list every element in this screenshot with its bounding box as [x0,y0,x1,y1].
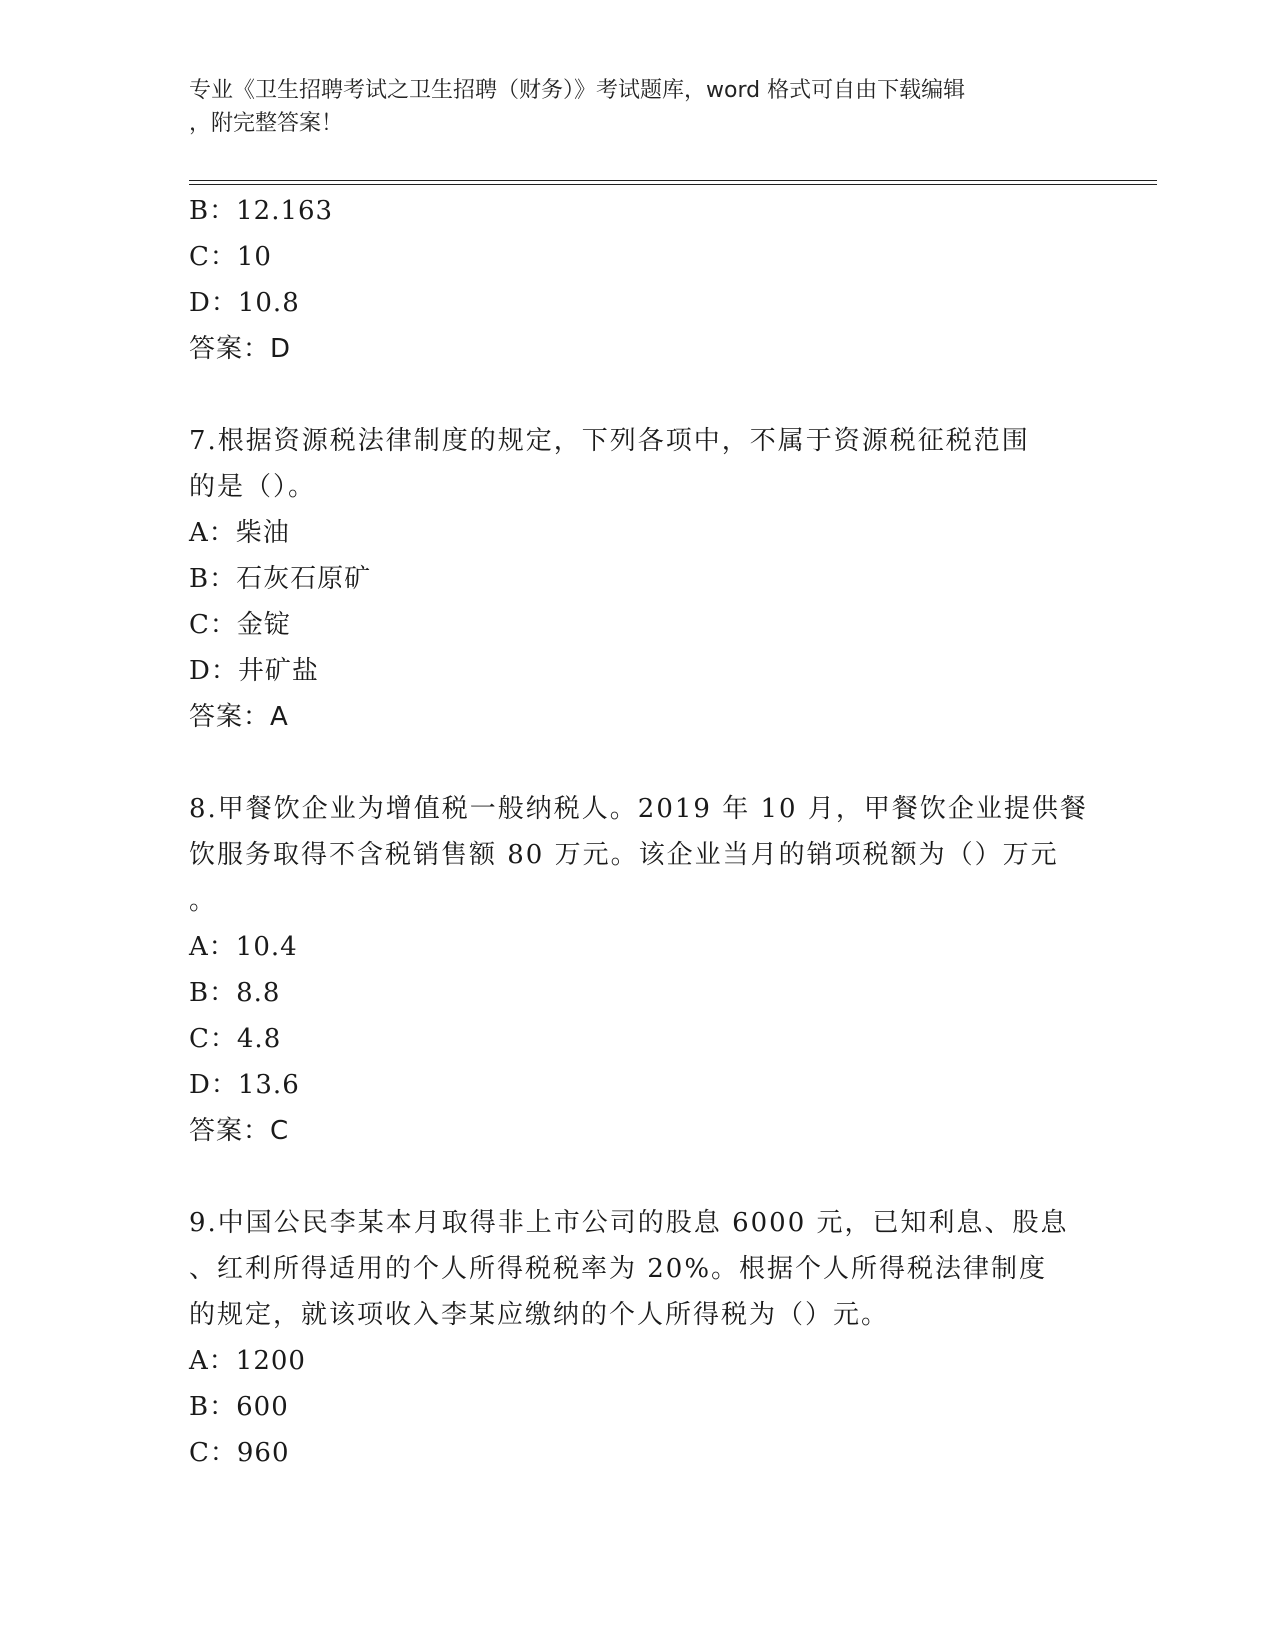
question-content [189,188,1089,1476]
answer: 答案：D [189,334,292,364]
option-a: A：1200 [189,1346,306,1376]
previous-question-tail [189,188,1089,372]
question-text: 7.根据资源税法律制度的规定，下列各项中，不属于资源税征税范围 的是（）。 [189,426,1030,502]
question-9 [189,1200,1089,1476]
option-b: B：8.8 [189,978,281,1008]
option-c: C：960 [189,1438,290,1468]
option-b: B：石灰石原矿 [189,564,372,594]
option-a: A：柴油 [189,518,290,548]
option-c: C：10 [189,242,272,272]
question-text: 9.中国公民李某本月取得非上市公司的股息 6000 元，已知利息、股息 、红利所得适用的个人所得税税率为 20%。根据个人所得税法律制度 的规定，就该项收入李某应缴纳的个人所得税为（）元。 [189,1208,1069,1330]
option-d: D：井矿盐 [189,656,319,686]
option-c: C：4.8 [189,1024,282,1054]
option-b: B：12.163 [189,196,334,226]
option-d: D：13.6 [189,1070,300,1100]
option-d: D：10.8 [189,288,300,318]
header-divider [189,180,1157,185]
question-7 [189,418,1089,740]
option-c: C：金锭 [189,610,291,640]
option-a: A：10.4 [189,932,298,962]
answer: 答案：A [189,702,289,732]
page-header: 专业《卫生招聘考试之卫生招聘（财务）》考试题库，word 格式可自由下载编辑 ，附完整答案！ [189,78,966,136]
question-text: 8.甲餐饮企业为增值税一般纳税人。2019 年 10 月，甲餐饮企业提供餐 饮服务取得不含税销售额 80 万元。该企业当月的销项税额为（）万元 。 [189,794,1088,916]
question-8 [189,786,1089,1154]
option-b: B：600 [189,1392,289,1422]
answer: 答案：C [189,1116,290,1146]
